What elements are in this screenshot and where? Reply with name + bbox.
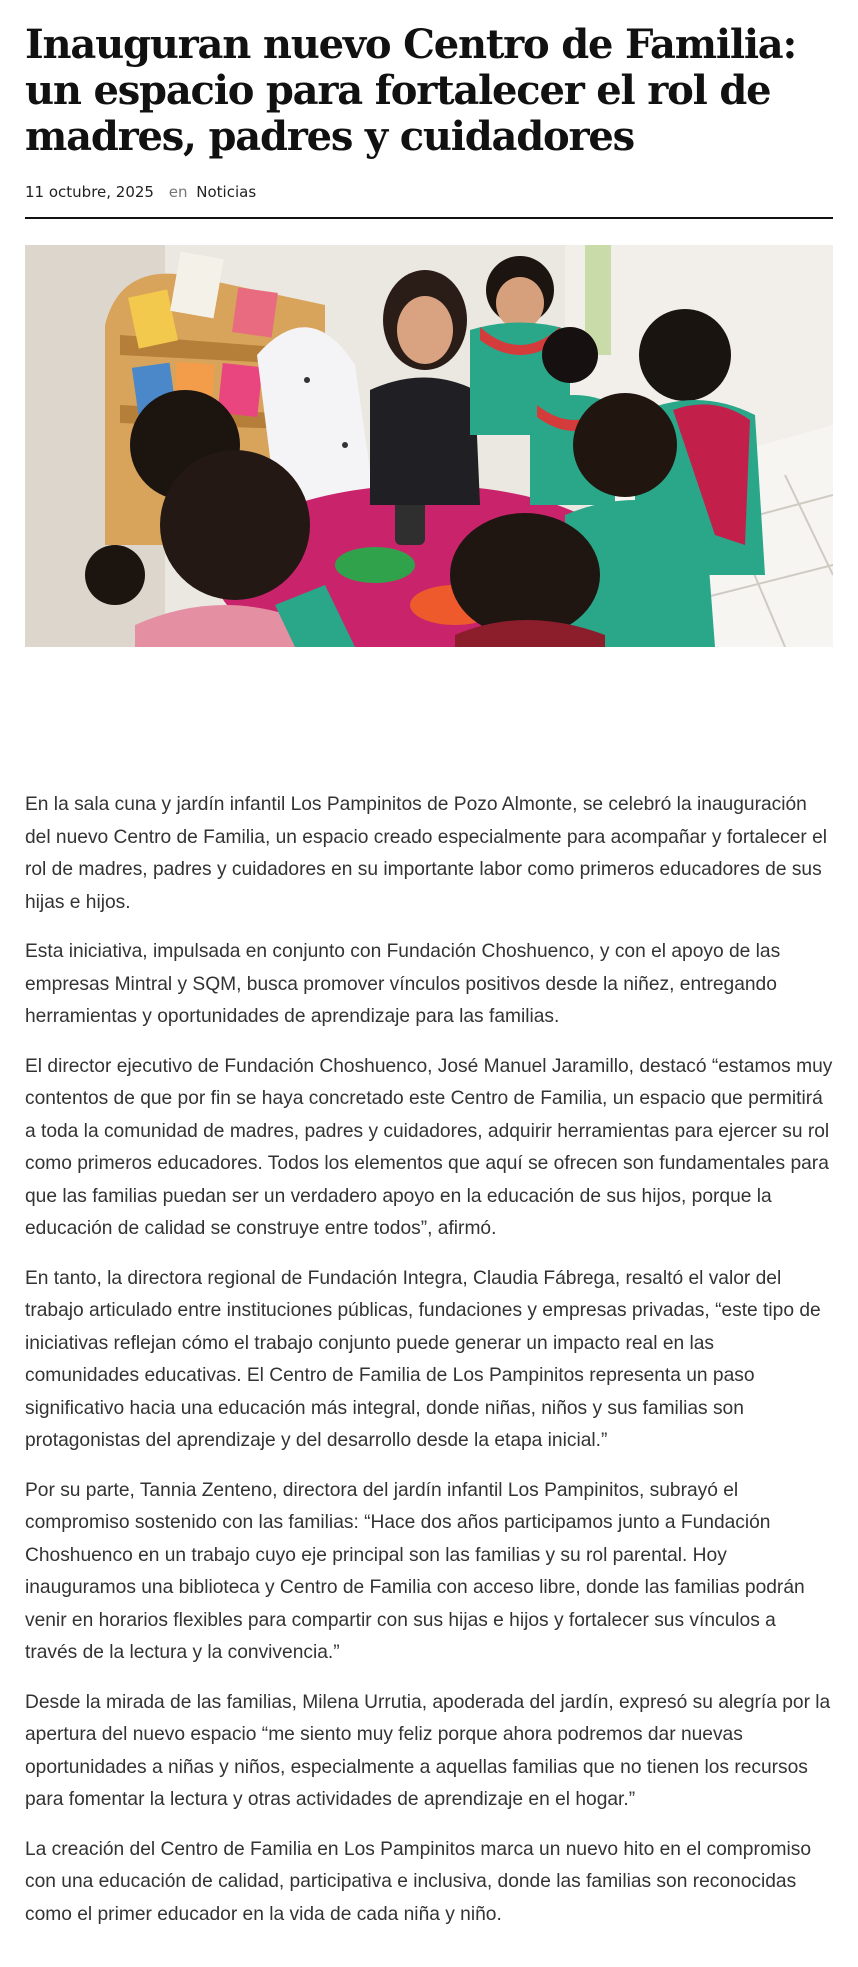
category-prefix: en xyxy=(168,183,188,201)
category-link[interactable]: Noticias xyxy=(196,183,257,201)
article-meta xyxy=(25,182,833,202)
article-body xyxy=(25,789,833,1948)
paragraph: El director ejecutivo de Fundación Choshuenco, José Manuel Jaramillo, destacó “estamos muy contentos de que por fin se haya concretado este Centro de Familia, un espacio que permitirá a toda la comunidad de madres, padres y cuidadores, adquirir herramientas para ejercer su rol como primeros educadores. Todos los elementos que aquí se ofrecen son fundamentales para que las familias puedan ser un verdadero apoyo en la educación de sus hijos, porque la educación de calidad se construye entre todos”, afirmó. xyxy=(25,1055,833,1239)
paragraph: La creación del Centro de Familia en Los Pampinitos marca un nuevo hito en el compromiso con una educación de calidad, participativa e inclusiva, donde las familias son reconocidas como el primer educador en la vida de cada niña y niño. xyxy=(25,1838,812,1925)
paragraph: Esta iniciativa, impulsada en conjunto con Fundación Choshuenco, y con el apoyo de las empresas Mintral y SQM, busca promover vínculos positivos desde la niñez, entregando herramientas y oportunidades de aprendizaje para las familias. xyxy=(25,941,781,1027)
publish-date: 11 octubre, 2025 xyxy=(25,183,154,201)
paragraph: Desde la mirada de las familias, Milena Urrutia, apoderada del jardín, expresó su alegría por la apertura del nuevo espacio “me siento muy feliz porque ahora podremos dar nuevas oportunidades a niñas y niños, especialmente a aquellas familias que no tienen los recursos para fomentar la lectura y otras actividades de aprendizaje en el hogar.” xyxy=(25,1691,831,1810)
paragraph: En tanto, la directora regional de Fundación Integra, Claudia Fábrega, resaltó el valor del trabajo articulado entre instituciones públicas, fundaciones y empresas privadas, “este tipo de iniciativas reflejan cómo el trabajo conjunto puede generar un impacto real en las comunidades educativas. El Centro de Familia de Los Pampinitos representa un paso significativo hacia una educación más integral, donde niñas, niños y sus familias son protagonistas del aprendizaje y del desarrollo desde la etapa inicial.” xyxy=(25,1267,821,1451)
article xyxy=(25,0,833,647)
paragraph: En la sala cuna y jardín infantil Los Pampinitos de Pozo Almonte, se celebró la inauguración del nuevo Centro de Familia, un espacio creado especialmente para acompañar y fortalecer el rol de madres, padres y cuidadores en su importante labor como primeros educadores de sus hijas e hijos. xyxy=(25,794,828,913)
hero-photo-illustration xyxy=(25,245,833,647)
article-title: Inauguran nuevo Centro de Familia: un espacio para fortalecer el rol de madres, padres y cuidadores xyxy=(25,21,797,160)
title-divider xyxy=(25,217,833,219)
hero-image xyxy=(25,245,833,647)
paragraph: Por su parte, Tannia Zenteno, directora del jardín infantil Los Pampinitos, subrayó el compromiso sostenido con las familias: “Hace dos años participamos junto a Fundación Choshuenco en un trabajo cuyo eje principal son las familias y su rol parental. Hoy inauguramos una biblioteca y Centro de Familia con acceso libre, donde las familias podrán venir en horarios flexibles para compartir con sus hijas e hijos y fortalecer sus vínculos a través de la lectura y la convivencia.” xyxy=(25,1479,805,1663)
